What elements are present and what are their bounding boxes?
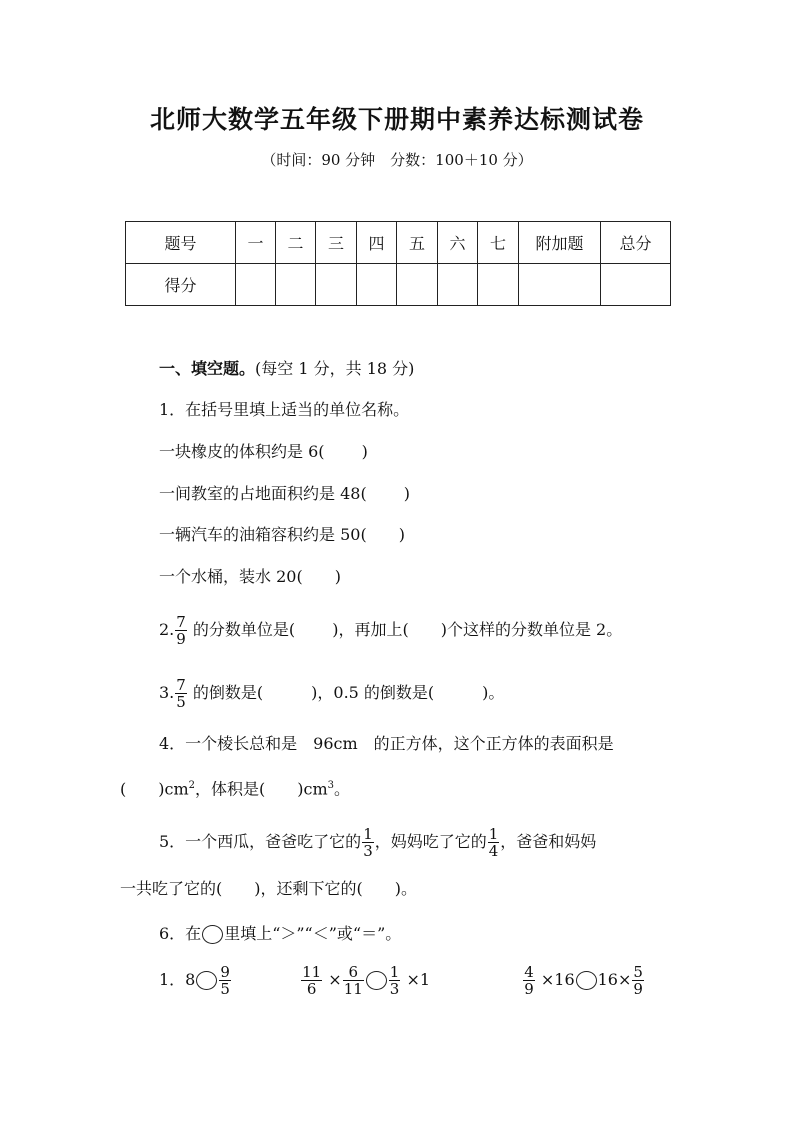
question-5-line1: 5．一个西瓜，爸爸吃了它的 $\frac{1}{3}$ ，妈妈吃了它的 $\frac{1}{4}$ ，爸爸和妈妈 <box>159 825 597 860</box>
question-6-stem: 6．在 里填上“＞”“＜”或“＝”。 <box>159 924 402 943</box>
comparison-circle[interactable] <box>366 971 387 990</box>
comparison-circle[interactable] <box>576 971 597 990</box>
section-title: 一、填空题。 <box>159 359 256 378</box>
section-note: (每空 1 分，共 18 分) <box>255 359 415 378</box>
page-title: 北师大数学五年级下册期中素养达标测试卷 <box>149 105 644 134</box>
fraction: $\frac{1}{4}$ <box>488 825 499 860</box>
question-1-stem: 1．在括号里填上适当的单位名称。 <box>159 400 410 419</box>
question-6-row-1 <box>159 964 645 997</box>
item-2: $\frac{11}{6}$ × $\frac{6}{11}$ $\frac{1}{3}$ ×1 <box>302 963 431 998</box>
question-3 <box>159 677 504 710</box>
question-4-line1: 4．一个棱长总和是 96cm 的正方体，这个正方体的表面积是 <box>159 734 614 753</box>
question-number: 2. <box>159 620 175 639</box>
fraction: $\frac{4}{9}$ <box>524 963 534 998</box>
item-3: $\frac{4}{9}$ ×16 16× $\frac{5}{9}$ <box>524 963 643 998</box>
header-cell: 六 <box>438 222 478 264</box>
header-cell: 七 <box>478 222 519 264</box>
header-cell: 二 <box>276 222 316 264</box>
fraction: $\frac{6}{11}$ <box>343 963 363 998</box>
fraction: $\frac{5}{9}$ <box>633 963 643 998</box>
question-number: 3. <box>159 683 175 702</box>
header-cell: 三 <box>316 222 357 264</box>
header-cell: 四 <box>357 222 397 264</box>
item-1: 1．8 $\frac{9}{5}$ <box>159 963 230 998</box>
exam-info: （时间：90 分钟 分数：100＋10 分） <box>261 151 533 169</box>
question-text: 的分数单位是( )，再加上( )个这样的分数单位是 2。 <box>187 620 623 639</box>
comparison-circle[interactable] <box>196 971 217 990</box>
question-1b: 一间教室的占地面积约是 48( ) <box>159 484 411 503</box>
fraction: $\frac{1}{3}$ <box>363 825 373 860</box>
score-cell[interactable] <box>478 264 519 306</box>
score-cell[interactable] <box>519 264 601 306</box>
fraction: $\frac{7}{9}$ <box>176 613 186 648</box>
score-cell[interactable] <box>316 264 357 306</box>
fraction: $\frac{11}{6}$ <box>302 963 322 998</box>
header-cell: 总分 <box>601 222 671 264</box>
fraction: $\frac{9}{5}$ <box>220 963 230 998</box>
question-1d: 一个水桶，装水 20( ) <box>159 567 341 586</box>
question-1c: 一辆汽车的油箱容积约是 50( ) <box>159 525 405 544</box>
score-table-score-row <box>126 264 671 306</box>
score-row-label: 得分 <box>126 264 236 306</box>
question-text: 的倒数是( )，0.5 的倒数是( )。 <box>187 683 505 702</box>
section-heading <box>159 357 414 381</box>
score-table-header-row <box>126 222 671 264</box>
circle-blank-icon <box>202 925 223 944</box>
score-cell[interactable] <box>276 264 316 306</box>
fraction: $\frac{7}{5}$ <box>176 676 186 711</box>
score-cell[interactable] <box>357 264 397 306</box>
question-5-line2: 一共吃了它的( )，还剩下它的( )。 <box>120 879 417 898</box>
question-1a: 一块橡皮的体积约是 6( ) <box>159 442 368 461</box>
header-cell: 一 <box>236 222 276 264</box>
score-table <box>125 221 671 306</box>
question-4-line2: ( )$cm^2$，体积是( )$cm^3$。 <box>120 779 351 799</box>
header-cell: 附加题 <box>519 222 601 264</box>
fraction: $\frac{1}{3}$ <box>389 963 400 998</box>
question-2 <box>159 614 622 647</box>
score-cell[interactable] <box>397 264 438 306</box>
score-cell[interactable] <box>236 264 276 306</box>
header-cell: 五 <box>397 222 438 264</box>
header-cell: 题号 <box>126 222 236 264</box>
score-cell[interactable] <box>438 264 478 306</box>
score-cell[interactable] <box>601 264 671 306</box>
